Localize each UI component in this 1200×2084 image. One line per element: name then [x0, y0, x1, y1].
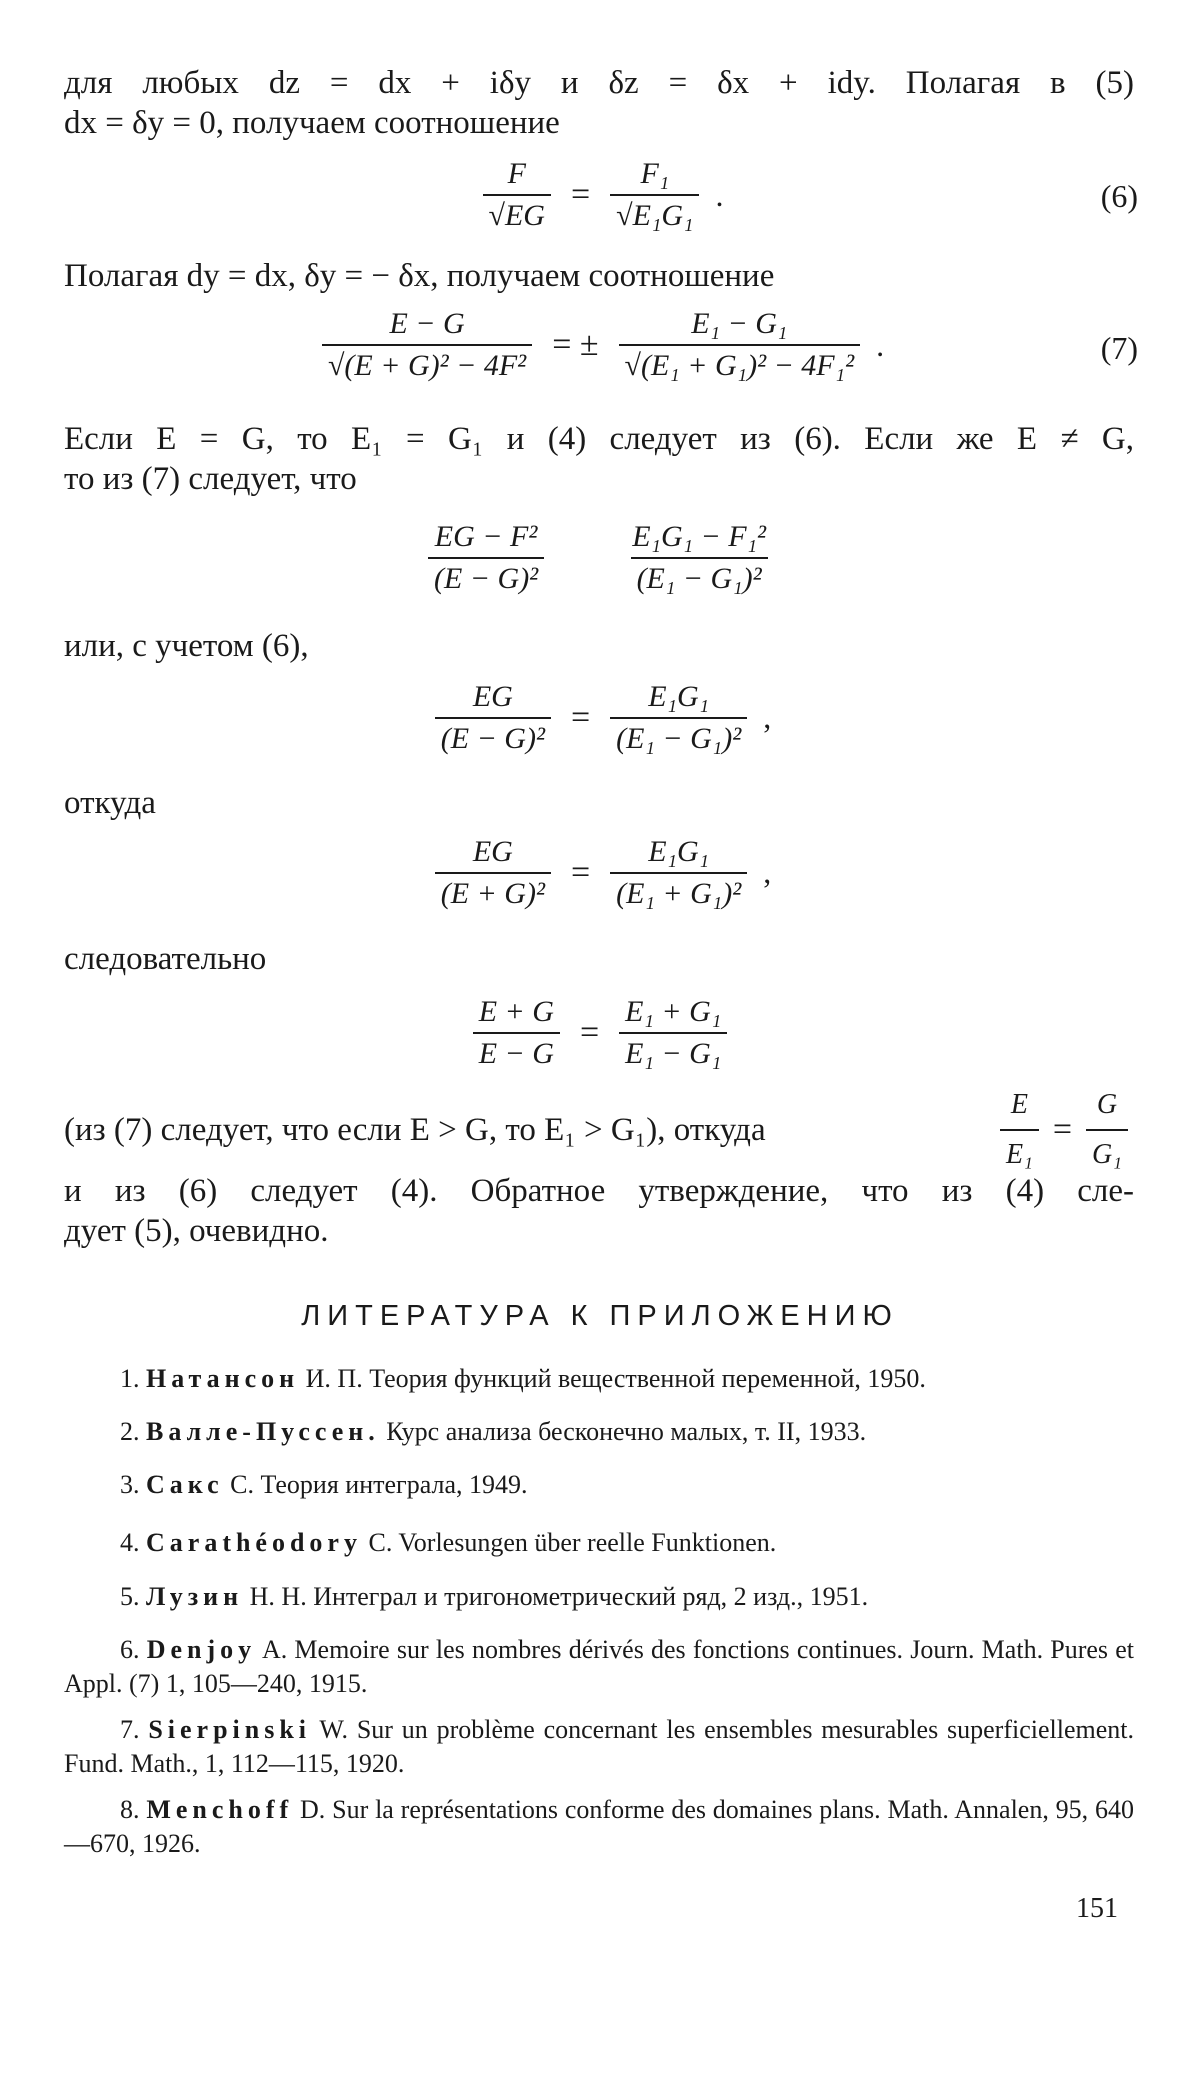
- denominator: E₁: [1000, 1129, 1039, 1176]
- numerator: G: [1096, 1089, 1118, 1120]
- numerator: E₁ + G₁: [625, 994, 722, 1028]
- reference-number: 2.: [120, 1417, 140, 1446]
- numerator: E₁G₁ − F₁²: [632, 519, 767, 553]
- paragraph-line: то из (7) следует, что: [64, 461, 357, 497]
- reference-details: Н. Н. Интеграл и тригонометрический ряд, 2 изд., 1951.: [249, 1582, 869, 1611]
- denominator: (E₁ − G₁)²: [631, 557, 768, 596]
- reference-author: Carathéodory: [146, 1528, 362, 1557]
- numerator: EG − F²: [434, 519, 538, 553]
- reference-author: Валле-Пуссен.: [146, 1417, 380, 1446]
- denominator: G₁: [1086, 1129, 1128, 1176]
- numerator: E₁ − G₁: [691, 307, 788, 340]
- denominator: (E₁ − G₁)²: [610, 717, 747, 756]
- fraction: [435, 835, 551, 911]
- equals-sign: =: [579, 1013, 600, 1051]
- equation-number: (6): [1100, 178, 1138, 214]
- reference-number: 6.: [120, 1635, 140, 1664]
- reference-number: 8.: [120, 1795, 140, 1824]
- reference-item: [64, 1713, 1134, 1781]
- reference-author: Menchoff: [146, 1795, 294, 1824]
- equation-7: [0, 300, 1200, 390]
- denominator: (E₁ + G₁)²: [610, 872, 747, 911]
- fraction: [610, 680, 747, 756]
- numerator: F₁: [640, 157, 670, 190]
- reference-details: A. Memoire sur les nombres dérivés des fonctions continues. Journ. Math. Pures et Appl. (7) 1, 105—240, 1915.: [64, 1635, 1135, 1698]
- page-number: 151: [1076, 1893, 1118, 1924]
- equals-sign: =: [570, 176, 591, 213]
- paragraph-line: для любых dz = dx + iδy и δz = δx + idy. Полагая в (5): [64, 65, 1134, 101]
- fraction: [626, 520, 772, 596]
- fraction: [1000, 1084, 1039, 1176]
- reference-details: С. Теория интеграла, 1949.: [230, 1470, 528, 1499]
- reference-item: [64, 1415, 1134, 1449]
- numerator: E + G: [478, 994, 554, 1028]
- reference-number: 7.: [120, 1715, 140, 1744]
- paragraph-line-with-fraction: [64, 1089, 1134, 1170]
- punctuation: .: [715, 176, 724, 213]
- reference-details: W. Sur un problème concernant les ensembles mesurables superficiellement. Fund. Math., 1, 112—115, 1920.: [64, 1715, 1134, 1778]
- denominator: √(E + G)² − 4F²: [322, 344, 532, 383]
- reference-details: D. Sur la représentations conforme des domaines plans. Math. Annalen, 95, 640—670, 1926.: [64, 1795, 1134, 1858]
- denominator: (E + G)²: [435, 872, 551, 911]
- fraction: [322, 307, 532, 383]
- equals-sign: = ±: [552, 326, 599, 363]
- punctuation: ,: [763, 699, 772, 735]
- equation-11: [0, 990, 1200, 1075]
- fraction: [610, 835, 747, 911]
- paragraph-line: и из (6) следует (4). Обратное утверждение, что из (4) сле-: [64, 1173, 1134, 1209]
- equals-sign: =: [570, 698, 591, 736]
- denominator: E − G: [473, 1032, 560, 1071]
- reference-author: Sierpinski: [148, 1715, 312, 1744]
- reference-number: 4.: [120, 1528, 140, 1557]
- equation-6: [0, 150, 1200, 240]
- equals-sign: =: [1052, 1111, 1073, 1148]
- reference-item: [64, 1633, 1134, 1701]
- numerator: EG: [472, 679, 513, 713]
- paragraph-text: (из (7) следует, что если E > G, то E₁ > G₁), откуда: [64, 1112, 766, 1148]
- fraction: [1086, 1084, 1128, 1176]
- inline-equation: [994, 1084, 1134, 1176]
- fraction: [483, 157, 551, 233]
- reference-author: Натансон: [146, 1364, 300, 1393]
- numerator: E − G: [389, 307, 465, 340]
- paragraph-line: следовательно: [64, 941, 267, 977]
- paragraph-line: dx = δy = 0, получаем соотношение: [64, 105, 560, 141]
- equation-number: (7): [1100, 330, 1138, 366]
- reference-number: 5.: [120, 1582, 140, 1611]
- reference-author: Сакс: [146, 1470, 224, 1499]
- paragraph-line: Если E = G, то E₁ = G₁ и (4) следует из (6). Если же E ≠ G,: [64, 421, 1134, 457]
- reference-number: 1.: [120, 1364, 140, 1393]
- paragraph-line: дует (5), очевидно.: [64, 1213, 329, 1249]
- numerator: F: [507, 157, 526, 190]
- fraction: [619, 307, 861, 383]
- reference-details: И. П. Теория функций вещественной переменной, 1950.: [305, 1364, 926, 1393]
- denominator: E₁ − G₁: [619, 1032, 727, 1071]
- numerator: E: [1010, 1089, 1028, 1120]
- fraction: [619, 995, 727, 1071]
- equation-9: [0, 675, 1200, 760]
- reference-item: [64, 1793, 1134, 1861]
- denominator: (E − G)²: [435, 717, 551, 756]
- fraction: [610, 157, 699, 233]
- equals-sign: =: [570, 853, 591, 891]
- equation-ratio-pair: [0, 515, 1200, 600]
- fraction: [435, 680, 551, 756]
- paragraph-line: Полагая dy = dx, δy = − δx, получаем соотношение: [64, 258, 775, 294]
- numerator: E₁G₁: [648, 834, 710, 868]
- equation-10: [0, 830, 1200, 915]
- fraction: [428, 520, 544, 596]
- punctuation: .: [876, 326, 885, 363]
- fraction: [473, 995, 560, 1071]
- denominator: (E − G)²: [428, 557, 544, 596]
- paragraph-line: или, с учетом (6),: [64, 628, 309, 664]
- reference-item: [64, 1362, 1134, 1396]
- reference-details: Курс анализа бесконечно малых, т. II, 1933.: [386, 1417, 867, 1446]
- numerator: EG: [472, 834, 513, 868]
- reference-details: C. Vorlesungen über reelle Funktionen.: [368, 1528, 777, 1557]
- denominator: √EG: [483, 194, 551, 233]
- denominator: √(E₁ + G₁)² − 4F₁²: [619, 344, 861, 383]
- numerator: E₁G₁: [648, 679, 710, 713]
- reference-author: Denjoy: [146, 1635, 257, 1664]
- punctuation: ,: [763, 854, 772, 890]
- reference-author: Лузин: [146, 1582, 244, 1611]
- reference-item: [64, 1526, 1134, 1560]
- reference-item: [64, 1580, 1134, 1614]
- paragraph-line: откуда: [64, 785, 156, 821]
- denominator: √E₁G₁: [610, 194, 699, 233]
- references-heading: ЛИТЕРАТУРА К ПРИЛОЖЕНИЮ: [301, 1300, 899, 1332]
- reference-item: [64, 1468, 1134, 1502]
- reference-number: 3.: [120, 1470, 140, 1499]
